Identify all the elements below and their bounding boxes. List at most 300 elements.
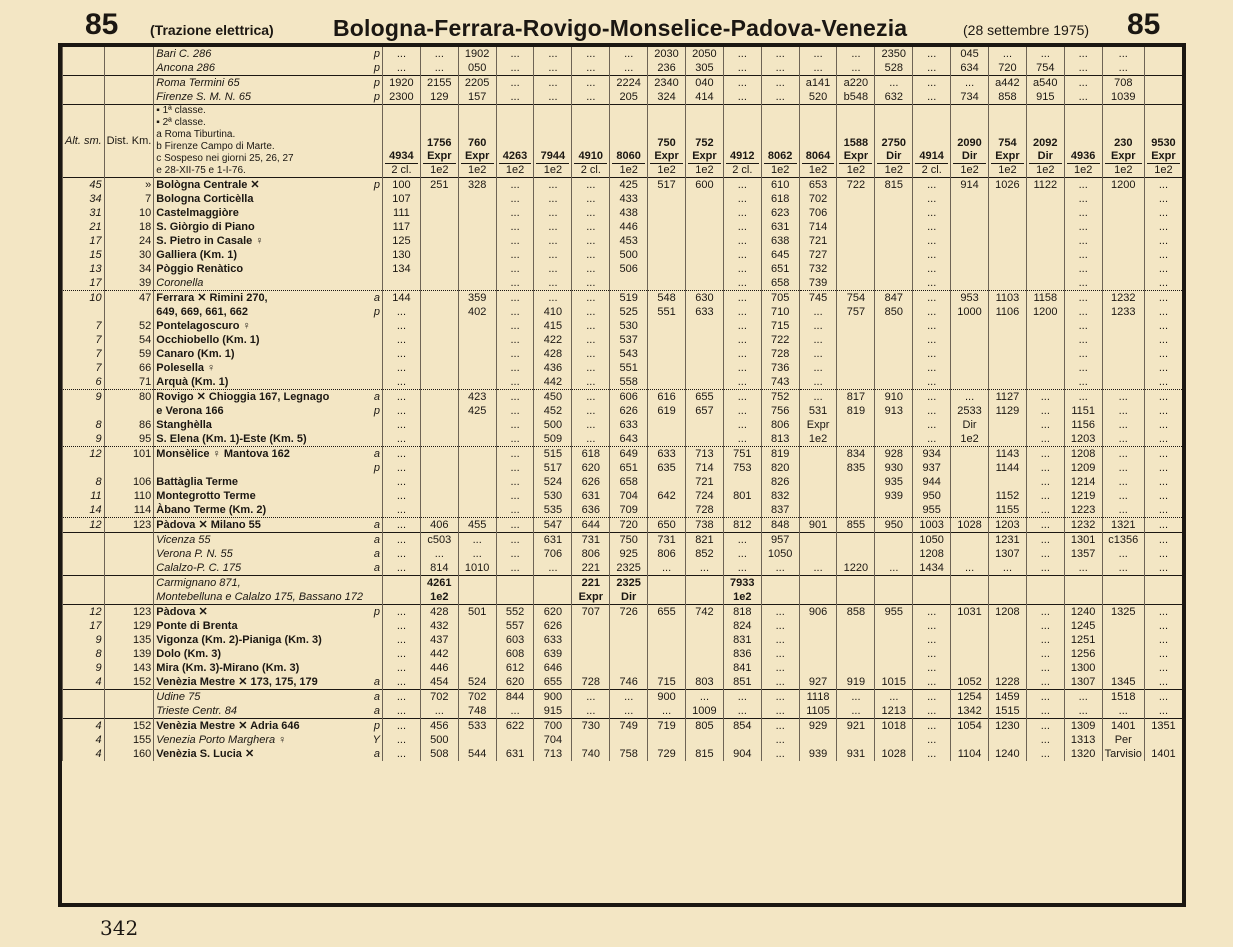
time-cell	[988, 206, 1026, 220]
arr-dep-indicator: a	[373, 448, 380, 460]
time-cell: 925	[610, 547, 648, 561]
time-cell: ...	[496, 319, 534, 333]
time-cell: 836	[723, 647, 761, 661]
time-cell	[875, 220, 913, 234]
table-row	[63, 447, 1183, 462]
arr-dep-indicator: a	[373, 519, 380, 531]
time-cell	[837, 547, 875, 561]
time-cell	[951, 361, 989, 375]
time-cell	[799, 475, 837, 489]
time-cell: 1052	[951, 675, 989, 690]
time-cell	[988, 234, 1026, 248]
time-cell: ...	[610, 704, 648, 719]
station-cell	[154, 90, 383, 105]
station-cell	[154, 418, 383, 432]
time-cell: ...	[572, 404, 610, 418]
time-cell	[875, 619, 913, 633]
time-cell: ...	[723, 361, 761, 375]
time-cell	[837, 262, 875, 276]
altitude-cell: 8	[63, 647, 105, 661]
time-cell: 045	[951, 47, 989, 61]
note-line: Carmignano 871,	[156, 577, 241, 589]
time-cell: ...	[723, 220, 761, 234]
station-name: Venèzia S. Lucia ✕	[156, 748, 255, 760]
time-cell: ...	[496, 475, 534, 489]
train-header	[1144, 105, 1182, 178]
time-cell: ...	[1026, 390, 1064, 405]
time-cell: ...	[723, 178, 761, 193]
altitude-cell: 13	[63, 262, 105, 276]
train-category: Expr	[464, 150, 490, 162]
time-cell	[610, 276, 648, 291]
time-cell: 824	[723, 619, 761, 633]
time-cell: ...	[496, 361, 534, 375]
legend-line: e 28-XII-75 e 1-I-76.	[156, 165, 246, 176]
time-cell: ...	[496, 518, 534, 533]
time-cell	[648, 220, 686, 234]
time-cell: 1010	[458, 561, 496, 576]
time-cell	[1026, 333, 1064, 347]
time-cell: 1026	[988, 178, 1026, 193]
time-cell	[420, 489, 458, 503]
arr-dep-indicator: p	[373, 179, 380, 191]
time-cell: ...	[382, 47, 420, 61]
time-cell	[988, 375, 1026, 390]
table-row	[63, 276, 1183, 291]
time-cell	[837, 333, 875, 347]
time-cell	[685, 361, 723, 375]
time-cell: 1251	[1064, 633, 1102, 647]
km-cell: 152	[104, 675, 154, 690]
time-cell	[1026, 347, 1064, 361]
time-cell: ...	[534, 47, 572, 61]
time-cell	[572, 633, 610, 647]
time-cell: 1200	[1102, 178, 1144, 193]
time-cell: 815	[875, 178, 913, 193]
altitude-cell	[63, 704, 105, 719]
time-cell: ...	[799, 333, 837, 347]
train-number: 4910	[578, 150, 604, 162]
time-cell: 904	[723, 747, 761, 761]
train-class: 1e2	[1067, 163, 1100, 177]
altitude-cell: 9	[63, 633, 105, 647]
time-cell: ...	[723, 533, 761, 548]
time-cell: 1208	[1064, 447, 1102, 462]
table-row	[63, 291, 1183, 306]
time-cell: ...	[913, 319, 951, 333]
time-cell: 937	[913, 461, 951, 475]
time-cell	[799, 547, 837, 561]
station-name: S. Pietro in Casale ♀	[156, 235, 264, 247]
time-cell: 1320	[1064, 747, 1102, 761]
train-number: 754	[998, 137, 1017, 149]
train-class: 1e2	[877, 163, 910, 177]
time-cell: ...	[723, 276, 761, 291]
time-cell	[837, 661, 875, 675]
time-cell: ...	[1026, 733, 1064, 747]
table-row	[63, 489, 1183, 503]
time-cell: ...	[572, 276, 610, 291]
time-cell: 1118	[799, 690, 837, 705]
time-cell	[951, 192, 989, 206]
time-cell: ...	[1026, 675, 1064, 690]
time-cell	[420, 418, 458, 432]
time-cell: ...	[913, 661, 951, 675]
time-cell	[988, 418, 1026, 432]
time-cell	[685, 206, 723, 220]
table-row	[63, 234, 1183, 248]
time-cell: 756	[761, 404, 799, 418]
time-cell: ...	[496, 404, 534, 418]
train-number: 8062	[767, 150, 793, 162]
time-cell: 707	[572, 605, 610, 620]
time-cell: ...	[1064, 561, 1102, 576]
table-row	[63, 619, 1183, 633]
time-cell: 1223	[1064, 503, 1102, 518]
connection-train-cell	[988, 576, 1026, 605]
table-row	[63, 192, 1183, 206]
time-cell	[420, 220, 458, 234]
time-cell: ...	[723, 432, 761, 447]
time-cell	[572, 619, 610, 633]
time-cell: ...	[1144, 675, 1182, 690]
time-cell: ...	[382, 719, 420, 734]
alt-cell	[63, 576, 105, 605]
time-cell	[1026, 361, 1064, 375]
time-cell: 928	[875, 447, 913, 462]
time-cell	[420, 248, 458, 262]
time-cell	[837, 647, 875, 661]
train-header	[723, 105, 761, 178]
train-header	[685, 105, 723, 178]
train-class: 2 cl.	[726, 163, 759, 177]
station-cell	[154, 619, 383, 633]
table-row	[63, 733, 1183, 747]
time-cell	[799, 733, 837, 747]
time-cell: 728	[761, 347, 799, 361]
time-cell: ...	[913, 178, 951, 193]
time-cell	[648, 503, 686, 518]
time-cell: 955	[913, 503, 951, 518]
time-cell: ...	[723, 390, 761, 405]
time-cell: ...	[913, 347, 951, 361]
time-cell: ...	[420, 61, 458, 76]
time-cell: ...	[572, 192, 610, 206]
connection-train-cell	[913, 576, 951, 605]
time-cell: 730	[572, 719, 610, 734]
time-cell: ...	[1064, 276, 1102, 291]
time-cell	[951, 619, 989, 633]
station-cell	[154, 447, 383, 462]
time-cell	[648, 733, 686, 747]
altitude-cell: 4	[63, 675, 105, 690]
time-cell: 422	[534, 333, 572, 347]
km-cell: 160	[104, 747, 154, 761]
time-cell: 442	[420, 647, 458, 661]
time-cell: 901	[799, 518, 837, 533]
time-cell: 1351	[1144, 719, 1182, 734]
time-cell: 519	[610, 291, 648, 306]
time-cell	[496, 733, 534, 747]
table-row	[63, 319, 1183, 333]
time-cell: 1003	[913, 518, 951, 533]
table-row	[63, 206, 1183, 220]
time-cell: 710	[761, 305, 799, 319]
time-cell	[1144, 90, 1182, 105]
time-cell: 657	[685, 404, 723, 418]
time-cell: ...	[610, 61, 648, 76]
altitude-cell	[63, 461, 105, 475]
train-number: 9530	[1151, 137, 1176, 149]
time-cell	[648, 206, 686, 220]
station-cell	[154, 262, 383, 276]
time-cell	[837, 418, 875, 432]
time-cell: 919	[837, 675, 875, 690]
time-cell: 1103	[988, 291, 1026, 306]
time-cell: ...	[1102, 418, 1144, 432]
km-cell: 18	[104, 220, 154, 234]
time-cell	[685, 276, 723, 291]
time-cell: ...	[761, 647, 799, 661]
station-name: Vigonza (Km. 2)-Pianiga (Km. 3)	[156, 634, 322, 646]
train-class: 2 cl.	[915, 163, 948, 177]
time-cell	[420, 291, 458, 306]
time-cell: 050	[458, 61, 496, 76]
time-cell: 1219	[1064, 489, 1102, 503]
time-cell	[875, 661, 913, 675]
time-cell: 638	[761, 234, 799, 248]
connection-note-row	[63, 576, 1183, 605]
connection-train-cell	[382, 576, 420, 605]
time-cell: 939	[875, 489, 913, 503]
time-cell: 1232	[1064, 518, 1102, 533]
time-cell: ...	[799, 361, 837, 375]
time-cell	[875, 547, 913, 561]
time-cell: ...	[837, 61, 875, 76]
time-cell: 436	[534, 361, 572, 375]
time-cell	[799, 647, 837, 661]
km-cell: 129	[104, 619, 154, 633]
time-cell: ...	[496, 533, 534, 548]
time-cell: 812	[723, 518, 761, 533]
time-cell: ...	[572, 375, 610, 390]
time-cell: 728	[572, 675, 610, 690]
time-cell: a540	[1026, 76, 1064, 91]
time-cell	[420, 461, 458, 475]
time-cell	[837, 489, 875, 503]
train-category: Expr	[995, 150, 1020, 162]
time-cell: 633	[610, 418, 648, 432]
table-row	[63, 248, 1183, 262]
arr-dep-indicator: p	[373, 462, 380, 474]
time-cell	[420, 390, 458, 405]
station-name: Venezia Porto Marghera ♀	[156, 734, 287, 746]
time-cell: ...	[382, 347, 420, 361]
time-cell	[799, 447, 837, 462]
time-cell: 1325	[1102, 605, 1144, 620]
time-cell: Per	[1102, 733, 1144, 747]
time-cell	[685, 432, 723, 447]
station-cell	[154, 647, 383, 661]
time-cell: 1231	[988, 533, 1026, 548]
time-cell: ...	[1102, 447, 1144, 462]
km-header: Dist. Km.	[104, 105, 154, 178]
time-cell	[420, 404, 458, 418]
time-cell: ...	[723, 291, 761, 306]
time-cell	[951, 647, 989, 661]
time-cell	[420, 333, 458, 347]
time-cell: ...	[723, 704, 761, 719]
train-header	[572, 105, 610, 178]
station-name: Bologna Corticèlla	[156, 193, 254, 205]
time-cell: 645	[761, 248, 799, 262]
time-cell: ...	[496, 61, 534, 76]
time-cell	[799, 533, 837, 548]
time-cell: ...	[761, 561, 799, 576]
time-cell: ...	[496, 375, 534, 390]
time-cell: ...	[913, 291, 951, 306]
time-cell	[837, 361, 875, 375]
time-cell: 1245	[1064, 619, 1102, 633]
time-cell: 1200	[1026, 305, 1064, 319]
arr-dep-indicator: a	[373, 391, 380, 403]
time-cell: 600	[685, 178, 723, 193]
table-row	[63, 61, 1183, 76]
time-cell: ...	[534, 276, 572, 291]
time-cell: 517	[648, 178, 686, 193]
time-cell	[648, 262, 686, 276]
station-cell	[154, 719, 383, 734]
time-cell: ...	[1026, 503, 1064, 518]
km-cell: 71	[104, 375, 154, 390]
time-cell	[988, 647, 1026, 661]
time-cell: ...	[1064, 333, 1102, 347]
time-cell: ...	[1144, 503, 1182, 518]
train-header	[913, 105, 951, 178]
time-cell	[1102, 220, 1144, 234]
time-cell	[988, 432, 1026, 447]
time-cell	[458, 475, 496, 489]
time-cell: ...	[913, 234, 951, 248]
time-cell: ...	[1102, 704, 1144, 719]
time-cell: 100	[382, 178, 420, 193]
time-cell: 702	[799, 192, 837, 206]
time-cell: ...	[1144, 291, 1182, 306]
station-cell	[154, 747, 383, 761]
time-cell: ...	[761, 661, 799, 675]
train-number: 230	[1114, 137, 1133, 149]
connection-train-cell	[1102, 576, 1144, 605]
time-cell: ...	[496, 262, 534, 276]
time-cell	[988, 475, 1026, 489]
time-cell: ...	[1144, 432, 1182, 447]
connection-train-number: 2325	[616, 577, 641, 589]
legend-line: ▪ 2ª classe.	[156, 117, 206, 128]
time-cell: 643	[610, 432, 648, 447]
time-cell	[837, 192, 875, 206]
time-cell: Tarvisio	[1102, 747, 1144, 761]
time-cell: 620	[534, 605, 572, 620]
altitude-cell: 7	[63, 361, 105, 375]
arr-dep-indicator: p	[373, 405, 380, 417]
altitude-cell: 8	[63, 475, 105, 489]
time-cell: 2155	[420, 76, 458, 91]
connection-train-number: 4261	[427, 577, 452, 589]
time-cell: ...	[723, 76, 761, 91]
time-cell: ...	[913, 747, 951, 761]
altitude-cell: 4	[63, 747, 105, 761]
time-cell: ...	[685, 690, 723, 705]
table-row	[63, 561, 1183, 576]
time-cell: ...	[1026, 633, 1064, 647]
time-cell: 425	[610, 178, 648, 193]
timetable-frame	[58, 43, 1186, 907]
time-cell: 428	[420, 605, 458, 620]
time-cell	[382, 276, 420, 291]
time-cell: ...	[382, 619, 420, 633]
time-cell	[951, 262, 989, 276]
time-cell	[988, 276, 1026, 291]
time-cell: ...	[685, 561, 723, 576]
time-cell	[458, 319, 496, 333]
time-cell	[458, 192, 496, 206]
time-cell	[988, 262, 1026, 276]
arr-dep-indicator: a	[373, 292, 380, 304]
time-cell	[875, 733, 913, 747]
km-cell	[104, 90, 154, 105]
train-number: 4912	[730, 150, 755, 162]
time-cell	[1102, 206, 1144, 220]
time-cell: ...	[1064, 704, 1102, 719]
time-cell: ...	[1144, 390, 1182, 405]
time-cell: ...	[496, 291, 534, 306]
station-cell	[154, 605, 383, 620]
time-cell	[610, 733, 648, 747]
time-cell: 835	[837, 461, 875, 475]
station-name: S. Giòrgio di Piano	[156, 221, 255, 233]
time-cell	[458, 647, 496, 661]
time-cell	[988, 619, 1026, 633]
time-cell: ...	[799, 61, 837, 76]
time-cell	[988, 319, 1026, 333]
time-cell: 1105	[799, 704, 837, 719]
station-cell	[154, 661, 383, 675]
time-cell: ...	[988, 561, 1026, 576]
time-cell: 721	[799, 234, 837, 248]
time-cell: 734	[951, 90, 989, 105]
time-cell: ...	[534, 561, 572, 576]
station-name: Pontelagoscuro ♀	[156, 320, 251, 332]
train-number: 8064	[805, 150, 831, 162]
time-cell: 450	[534, 390, 572, 405]
time-cell: ...	[761, 605, 799, 620]
time-cell	[951, 547, 989, 561]
time-cell	[685, 375, 723, 390]
train-class: 1e2	[1147, 163, 1180, 177]
time-cell: ...	[572, 248, 610, 262]
time-cell	[685, 633, 723, 647]
station-cell	[154, 733, 383, 747]
time-cell: 535	[534, 503, 572, 518]
time-cell: ...	[1064, 61, 1102, 76]
time-cell	[951, 375, 989, 390]
time-cell	[837, 503, 875, 518]
time-cell: 806	[761, 418, 799, 432]
train-header	[648, 105, 686, 178]
time-cell: ...	[1102, 404, 1144, 418]
time-cell	[875, 361, 913, 375]
time-cell: 1228	[988, 675, 1026, 690]
